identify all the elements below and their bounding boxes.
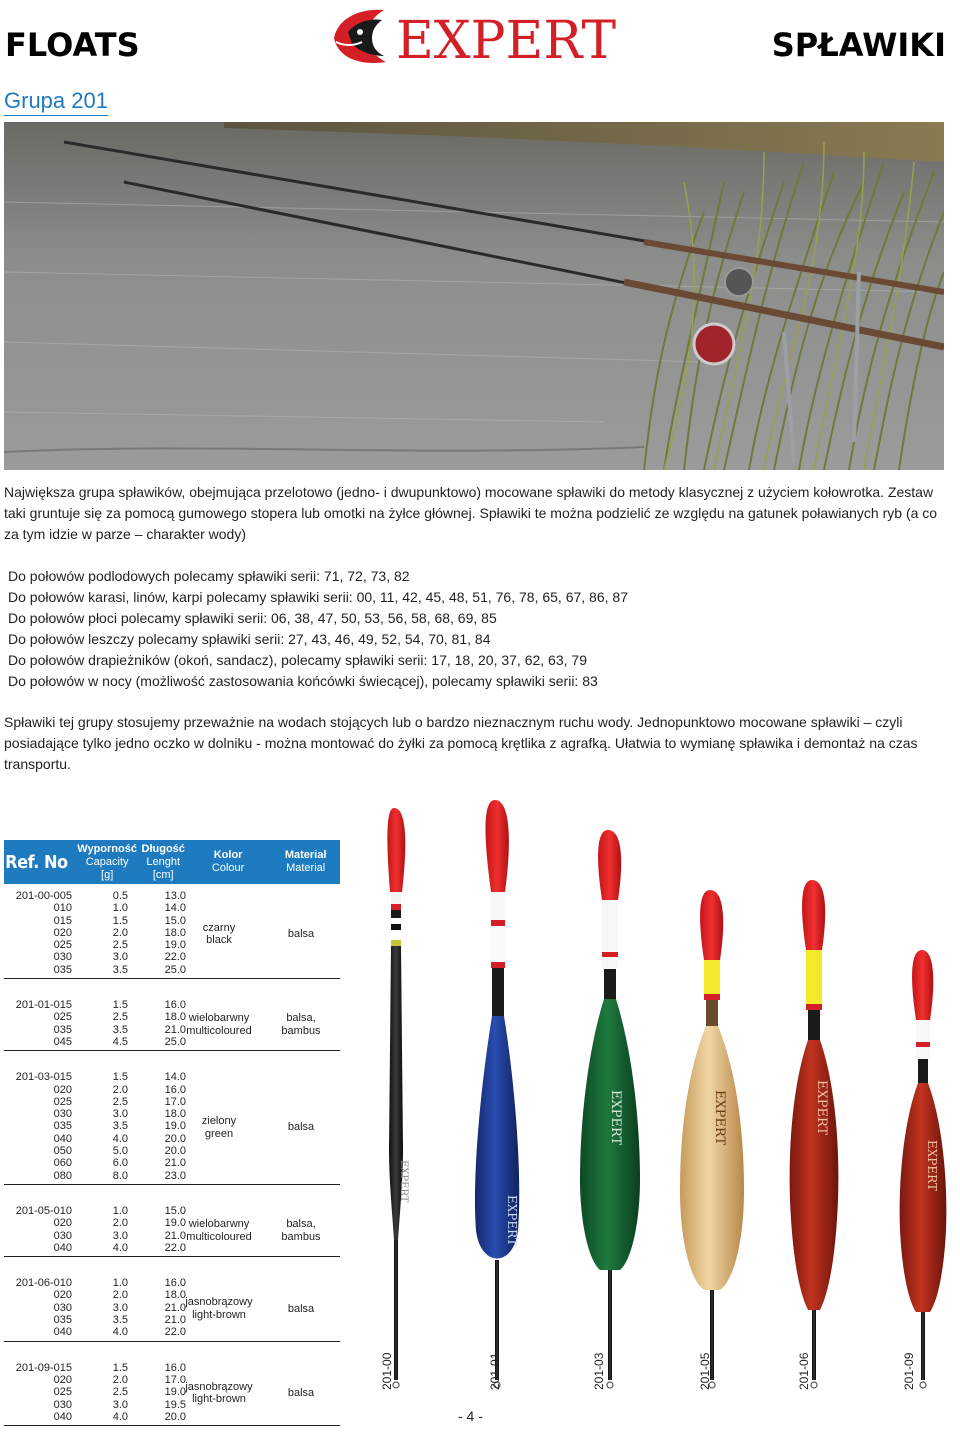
material-cell: balsa, bambus [281,1218,321,1243]
ref-cell: 030 [53,1108,72,1121]
capacity-cell: 1.0 [112,902,128,915]
group-title: Grupa 201 [4,88,108,116]
capacity-cell: 3.0 [112,1108,128,1121]
table-row [4,1096,340,1108]
table-row [4,890,340,902]
length-cell: 22.0 [164,1326,186,1339]
capacity-cell: 2.0 [112,926,128,939]
ref-cell: 015 [53,914,72,927]
float-brand-text: EXPERT [814,1080,829,1136]
table-group [4,884,340,979]
ref-cell: 201-00-005 [15,890,72,902]
table-body [4,884,340,1426]
header-capacity: Wyporność Capacity [g] [77,842,137,881]
series-list [8,566,628,692]
float-201-01 [475,800,519,1388]
length-cell: 25.0 [164,963,186,976]
table-row [4,1170,340,1182]
length-cell: 14.0 [164,902,186,915]
length-cell: 22.0 [164,951,186,964]
length-cell: 21.0 [164,1229,186,1242]
capacity-cell: 6.0 [112,1157,128,1170]
ref-cell: 020 [53,926,72,939]
ref-cell: 030 [53,1301,72,1314]
intro-text: Największa grupa spławików, obejmująca przelotowo (jedno- i dwupunktowo) mocowane spławiki do metody klasycznej z użyciem kołowrotka. Zestaw taki gruntuje się za pomocą gumowego stopera lub omotki na żyłce głównej. Spławiki te można podzielić ze względu na gatunek poławianych ryb (a co za tym idzie w parze – charakter wody) [4,484,938,542]
capacity-cell: 2.5 [112,939,128,952]
ref-cell: 050 [53,1145,72,1158]
fishing-rods-photo [4,122,944,470]
ref-cell: 201-01-015 [15,999,72,1012]
floats-illustration [340,800,960,1400]
capacity-cell: 1.5 [112,999,128,1012]
capacity-cell: 3.0 [112,1301,128,1314]
series-line: Do połowów płoci polecamy spławiki serii: 06, 38, 47, 50, 53, 56, 58, 68, 69, 85 [8,610,497,626]
length-cell: 18.0 [164,1011,186,1024]
capacity-cell: 3.5 [112,963,128,976]
ref-cell: 201-03-015 [15,1071,72,1084]
series-line: Do połowów w nocy (możliwość zastosowania końcówki świecącej), polecamy spławiki serii: 83 [8,673,598,689]
capacity-cell: 2.0 [112,1289,128,1302]
length-cell: 21.0 [164,1301,186,1314]
float-label: 201-03 [592,1352,606,1390]
float-label: 201-05 [698,1352,712,1390]
length-cell: 19.5 [164,1398,186,1411]
table-group [4,1356,340,1426]
table-row [4,1326,340,1338]
ref-cell: 030 [53,1398,72,1411]
capacity-cell: 3.0 [112,1398,128,1411]
length-cell: 16.0 [164,1083,186,1096]
table-row [4,1145,340,1157]
capacity-cell: 2.0 [112,1083,128,1096]
capacity-cell: 3.0 [112,951,128,964]
table-row [4,1277,340,1289]
header-splawiki: SPŁAWIKI [771,26,946,64]
length-cell: 19.0 [164,939,186,952]
length-cell: 21.0 [164,1023,186,1036]
length-cell: 15.0 [164,1204,186,1217]
length-cell: 18.0 [164,926,186,939]
spec-table [4,840,340,1440]
length-cell: 20.0 [164,1410,186,1423]
length-cell: 21.0 [164,1157,186,1170]
ref-cell: 025 [53,939,72,952]
ref-cell: 030 [53,1229,72,1242]
table-row [4,1411,340,1423]
length-cell: 16.0 [164,1361,186,1374]
table-row [4,1289,340,1301]
float-label: 201-09 [902,1352,916,1390]
length-cell: 18.0 [164,1289,186,1302]
ref-cell: 020 [53,1289,72,1302]
ref-cell: 201-05-010 [15,1204,72,1217]
ref-cell: 020 [53,1083,72,1096]
ref-cell: 040 [53,1410,72,1423]
capacity-cell: 8.0 [112,1169,128,1182]
float-201-09 [900,950,947,1388]
length-cell: 16.0 [164,1277,186,1290]
table-row [4,1205,340,1217]
length-cell: 14.0 [164,1071,186,1084]
capacity-cell: 2.0 [112,1217,128,1230]
series-line: Do połowów leszczy polecamy spławiki serii: 27, 43, 46, 49, 52, 54, 70, 81, 84 [8,631,491,647]
float-201-03 [580,830,640,1388]
ref-cell: 025 [53,1095,72,1108]
ref-cell: 201-09-015 [15,1361,72,1374]
header-ref: Ref. No [5,851,68,873]
ref-cell: 045 [53,1035,72,1048]
capacity-cell: 1.0 [112,1277,128,1290]
ref-cell: 025 [53,1386,72,1399]
material-cell: balsa [287,1387,315,1400]
header-length: Długość Lenght [cm] [141,842,185,881]
table-group [4,1065,340,1185]
colour-cell: zielony green [201,1115,237,1140]
header-colour: Kolor Colour [211,849,245,874]
length-cell: 19.0 [164,1120,186,1133]
series-line: Do połowów drapieżników (okoń, sandacz), polecamy spławiki serii: 17, 18, 20, 37, 62, 63, 79 [8,652,587,668]
table-row [4,1242,340,1254]
table-row [4,1071,340,1083]
length-cell: 20.0 [164,1145,186,1158]
length-cell: 15.0 [164,914,186,927]
table-group [4,1271,340,1341]
float-201-05 [680,890,744,1388]
capacity-cell: 3.5 [112,1023,128,1036]
material-cell: balsa [287,1302,315,1315]
capacity-cell: 1.5 [112,914,128,927]
table-row [4,1362,340,1374]
float-brand-text: EXPERT [505,1195,519,1246]
length-cell: 17.0 [164,1373,186,1386]
capacity-cell: 4.0 [112,1410,128,1423]
ref-cell: 040 [53,1326,72,1339]
table-group [4,993,340,1051]
ref-cell: 010 [53,902,72,915]
ref-cell: 060 [53,1157,72,1170]
ref-cell: 035 [53,1120,72,1133]
table-row [4,1108,340,1120]
table-row [4,1374,340,1386]
float-brand-text: EXPERT [608,1090,623,1146]
table-row [4,1084,340,1096]
length-cell: 23.0 [164,1169,186,1182]
length-cell: 16.0 [164,999,186,1012]
material-cell: balsa [287,927,315,940]
ref-cell: 035 [53,1314,72,1327]
colour-cell: czarny black [202,921,236,947]
page-number: - 4 - [458,1408,483,1424]
length-cell: 13.0 [164,890,186,902]
logo-wordmark: EXPERT [396,11,617,71]
ref-cell: 040 [53,1241,72,1254]
capacity-cell: 1.5 [112,1071,128,1084]
ref-cell: 020 [53,1217,72,1230]
capacity-cell: 2.5 [112,1011,128,1024]
float-label: 201-01 [488,1352,502,1390]
capacity-cell: 0.5 [112,890,128,902]
length-cell: 19.0 [164,1386,186,1399]
table-row [4,902,340,914]
capacity-cell: 4.0 [112,1132,128,1145]
length-cell: 20.0 [164,1132,186,1145]
material-cell: balsa, bambus [281,1012,321,1037]
series-line: Do połowów karasi, linów, karpi polecamy spławiki serii: 00, 11, 42, 45, 48, 51, 76, 78, 65, 67, 86, 87 [8,589,628,605]
header-floats: FLOATS [5,26,140,64]
capacity-cell: 2.0 [112,1373,128,1386]
table-row [4,915,340,927]
table-row [4,999,340,1011]
table-group [4,1199,340,1257]
capacity-cell: 4.0 [112,1241,128,1254]
table-row [4,1157,340,1169]
capacity-cell: 3.5 [112,1314,128,1327]
float-brand-text: EXPERT [712,1090,727,1146]
table-row [4,1133,340,1145]
header-material: Materiał Material [284,849,327,874]
colour-cell: jasnobrązowy light-brown [185,1380,253,1406]
usage-text: Spławiki tej grupy stosujemy przeważnie na wodach stojących lub o bardzo nieznacznym ruchu wody. Jednopunktowo mocowane spławiki – czyli posiadające tylko jedno oczko w dolniku - można montować do żyłki za pomocą krętlika z agrafką. Ułatwia to wymianę spławika i demontaż na czas transportu. [4,714,918,772]
table-header [4,840,340,884]
ref-cell: 025 [53,1011,72,1024]
length-cell: 21.0 [164,1314,186,1327]
material-cell: balsa [287,1121,315,1134]
ref-cell: 035 [53,1023,72,1036]
table-row [4,939,340,951]
float-brand-text: EXPERT [398,1160,409,1203]
capacity-cell: 3.0 [112,1229,128,1242]
ref-cell: 020 [53,1373,72,1386]
capacity-cell: 4.0 [112,1326,128,1339]
table-row [4,1314,340,1326]
float-201-06 [790,880,839,1388]
table-row [4,951,340,963]
float-label: 201-06 [797,1352,811,1390]
table-row [4,1399,340,1411]
capacity-cell: 1.0 [112,1204,128,1217]
table-row [4,964,340,976]
colour-cell: wielobarwny multicoloured [186,1218,252,1243]
ref-cell: 030 [53,951,72,964]
float-brand-text: EXPERT [925,1140,939,1191]
colour-cell: wielobarwny multicoloured [186,1012,252,1037]
length-cell: 17.0 [164,1095,186,1108]
ref-cell: 035 [53,963,72,976]
length-cell: 22.0 [164,1241,186,1254]
series-line: Do połowów podlodowych polecamy spławiki serii: 71, 72, 73, 82 [8,568,410,584]
length-cell: 25.0 [164,1035,186,1048]
capacity-cell: 2.5 [112,1386,128,1399]
length-cell: 18.0 [164,1108,186,1121]
capacity-cell: 5.0 [112,1145,128,1158]
ref-cell: 080 [53,1169,72,1182]
capacity-cell: 3.5 [112,1120,128,1133]
colour-cell: jasnobrązowy light-brown [185,1296,253,1321]
table-row [4,1036,340,1048]
capacity-cell: 1.5 [112,1361,128,1374]
float-201-00 [387,808,409,1388]
float-label: 201-00 [380,1352,394,1390]
ref-cell: 040 [53,1132,72,1145]
ref-cell: 201-06-010 [15,1277,72,1290]
capacity-cell: 4.5 [112,1035,128,1048]
length-cell: 19.0 [164,1217,186,1230]
capacity-cell: 2.5 [112,1095,128,1108]
expert-logo [330,2,620,72]
